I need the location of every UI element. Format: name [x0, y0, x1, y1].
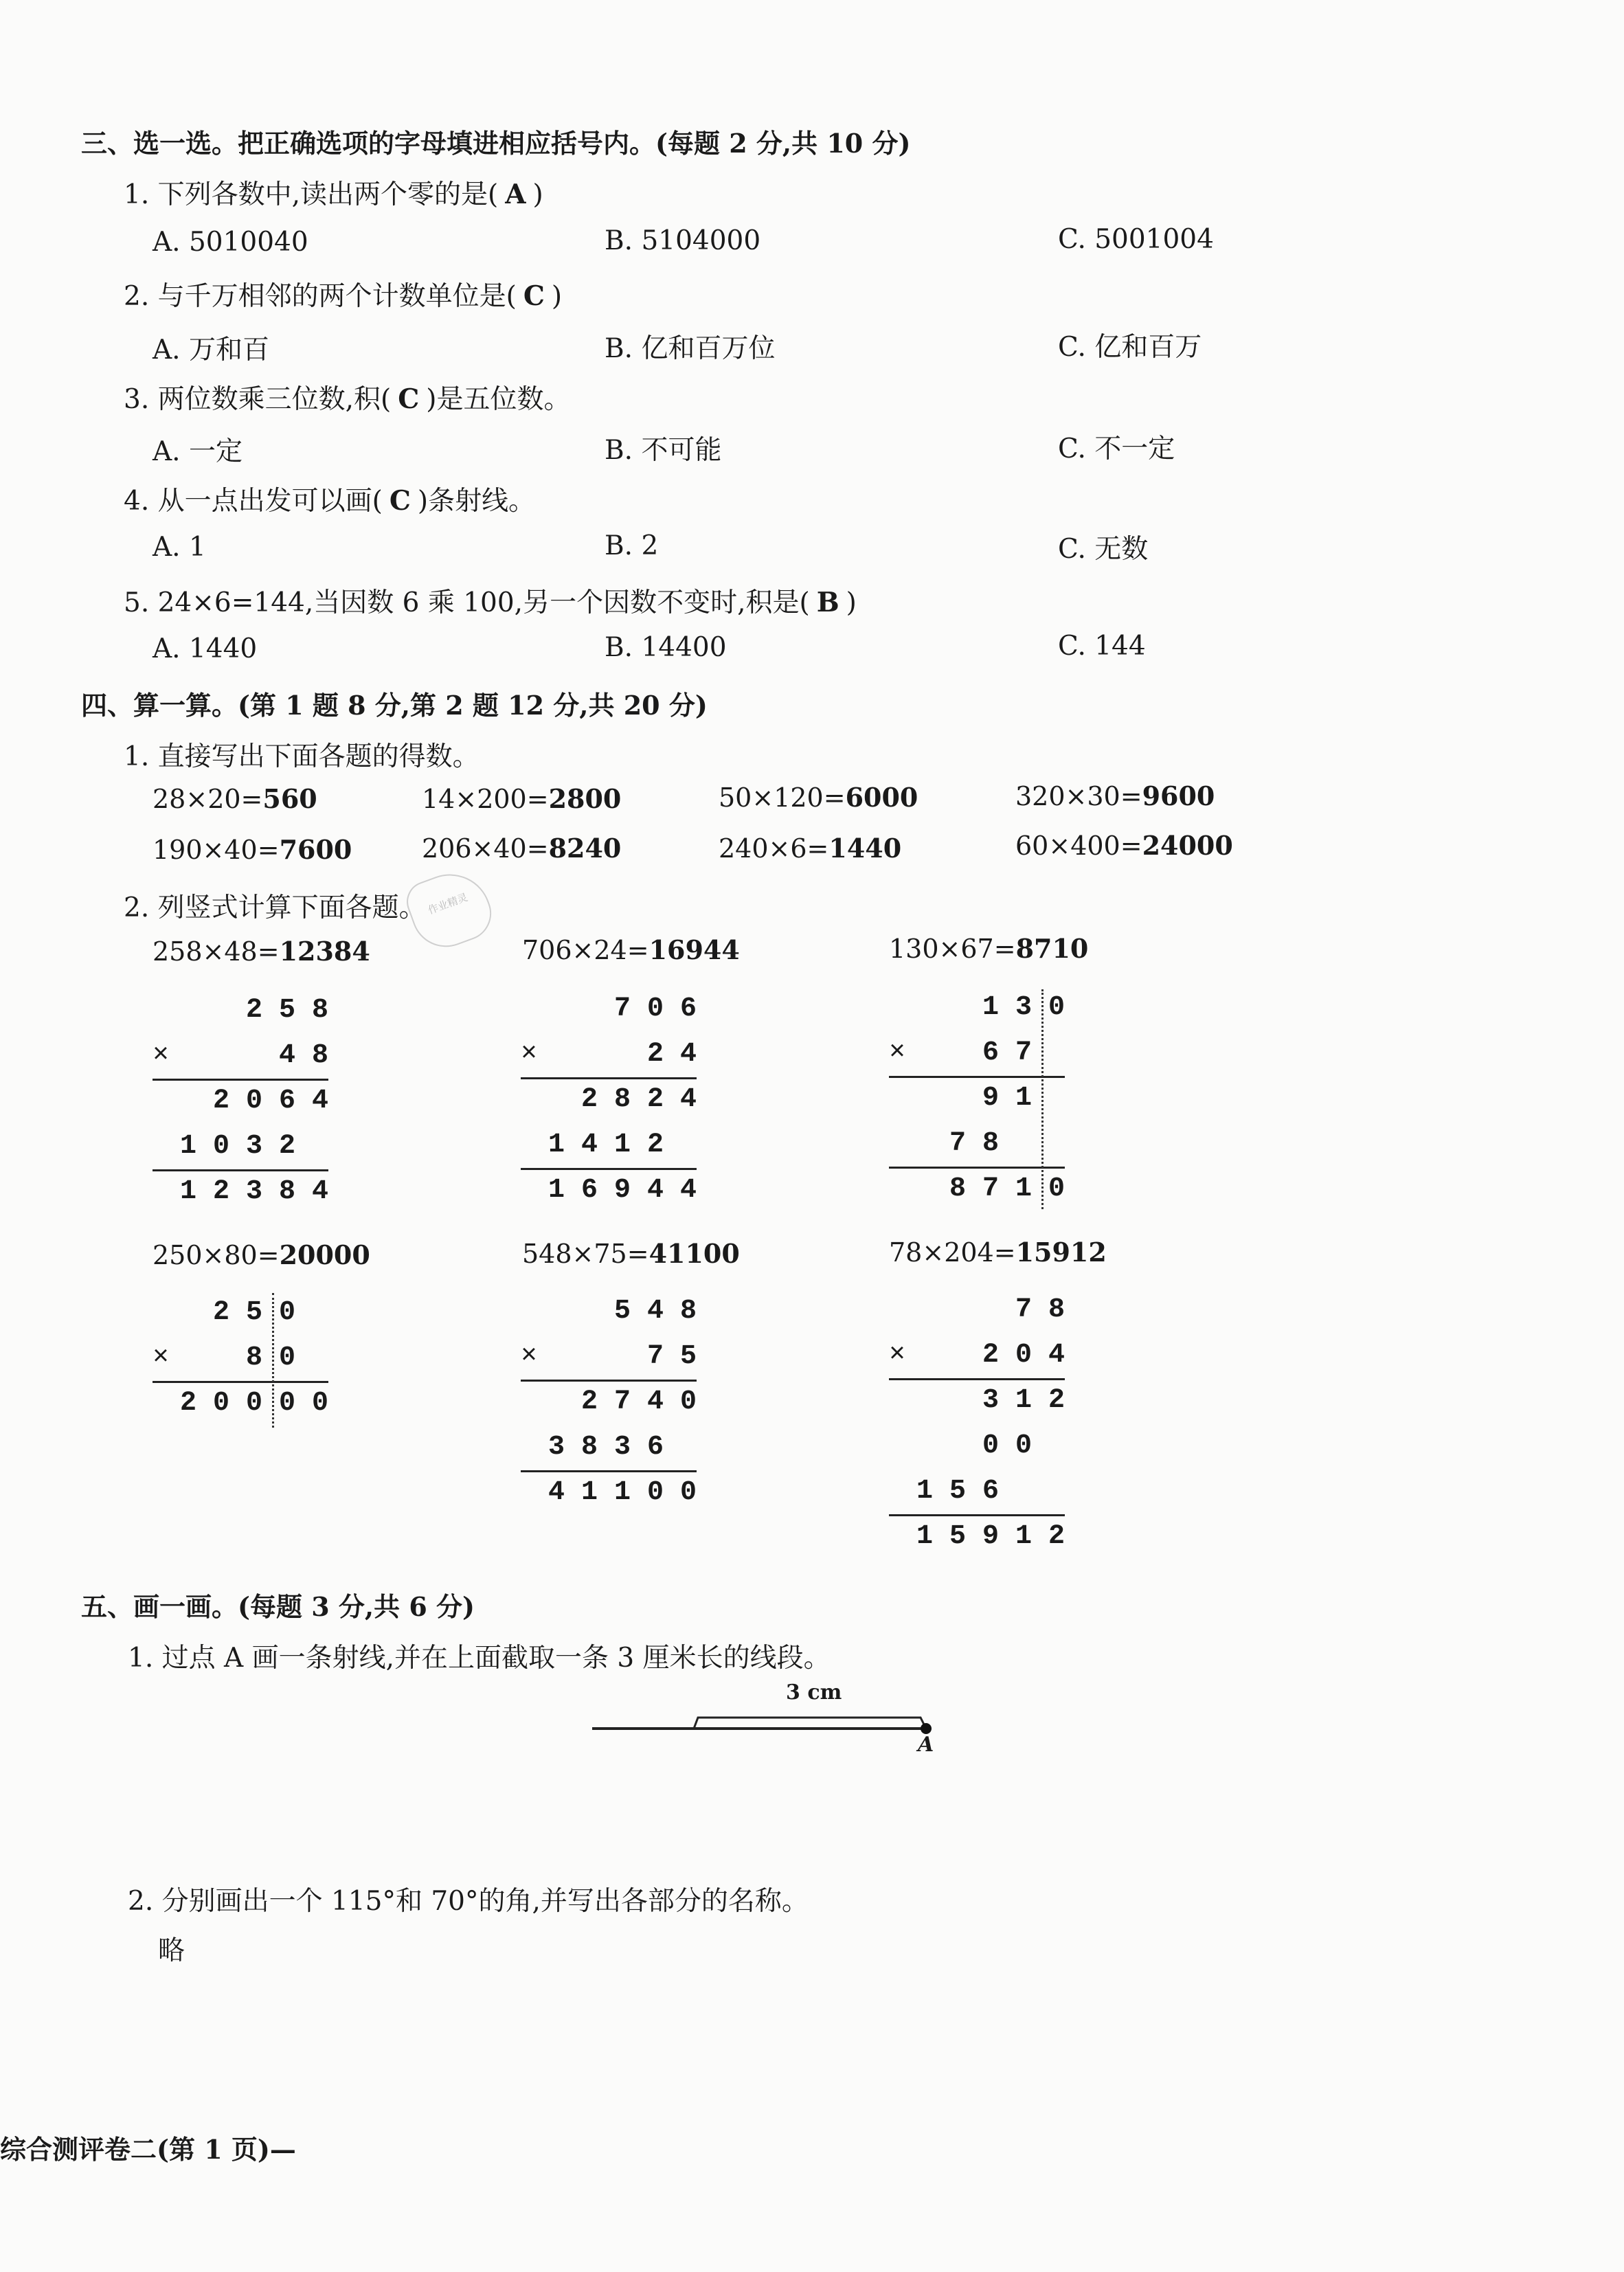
- vertical-row: 9 1: [982, 1083, 1033, 1114]
- vertical-row: 4 1 1 0 0: [548, 1477, 697, 1508]
- option: B. 5104000: [605, 225, 761, 256]
- section-4-title: 四、算一算。(第 1 题 8 分,第 2 题 12 分,共 20 分): [81, 690, 708, 721]
- times-sign: ×: [153, 1040, 170, 1071]
- option: C. 144: [1058, 631, 1146, 662]
- vertical-row: 7 8: [1015, 1294, 1065, 1325]
- oral-calc: 206×40=8240: [422, 833, 622, 864]
- question-3-4: 4. 从一点出发可以画( C )条射线。: [124, 485, 536, 517]
- vertical-row: 8: [246, 1342, 263, 1373]
- vertical-expression: 78×204=15912: [889, 1237, 1107, 1268]
- option: B. 14400: [605, 632, 727, 663]
- rule-line: [521, 1077, 697, 1079]
- vertical-row: 1 2 3 8 4: [180, 1176, 329, 1207]
- vertical-expression: 258×48=12384: [153, 936, 370, 967]
- vertical-row: 1 0 3 2: [180, 1131, 296, 1162]
- rule-line: [889, 1378, 1065, 1380]
- times-sign: ×: [889, 1340, 906, 1371]
- vertical-row: 2 7 4 0: [581, 1386, 697, 1417]
- rule-line: [889, 1167, 1065, 1169]
- vertical-row: 8 7 1: [949, 1173, 1033, 1204]
- vertical-row: 6 7: [982, 1037, 1033, 1068]
- vertical-row: 2 0 4: [982, 1340, 1065, 1371]
- vertical-row: 1 4 1 2: [548, 1129, 664, 1160]
- vertical-row: 0: [1048, 1173, 1065, 1204]
- times-sign: ×: [153, 1342, 170, 1373]
- oral-calc: 60×400=24000: [1015, 830, 1233, 861]
- vertical-row: 1 3: [982, 992, 1033, 1023]
- section-3-title: 三、选一选。把正确选项的字母填进相应括号内。(每题 2 分,共 10 分): [81, 128, 911, 159]
- vertical-row: 0: [279, 1342, 296, 1373]
- option: A. 一定: [153, 436, 243, 467]
- point-label: A: [918, 1733, 934, 1757]
- vertical-row: 3 1 2: [982, 1385, 1065, 1416]
- vertical-row: 5 4 8: [614, 1296, 697, 1327]
- question-3-5: 5. 24×6=144,当因数 6 乘 100,另一个因数不变时,积是( B ): [124, 587, 857, 618]
- vertical-row: 7 8: [949, 1128, 1000, 1159]
- option: A. 1440: [153, 633, 258, 664]
- rule-line: [153, 1079, 328, 1081]
- vertical-row: 0: [1048, 992, 1065, 1023]
- vertical-row: 0 0: [279, 1388, 329, 1419]
- question-5-1: 1. 过点 A 画一条射线,并在上面截取一条 3 厘米长的线段。: [128, 1643, 831, 1674]
- option: C. 无数: [1058, 534, 1149, 565]
- vertical-row: 0 0: [982, 1430, 1033, 1461]
- question-3-2: 2. 与千万相邻的两个计数单位是( C ): [124, 280, 563, 312]
- option: C. 5001004: [1058, 224, 1214, 255]
- watermark-stamp: 作业精灵: [401, 863, 499, 957]
- ray-diagram: [584, 1676, 955, 1766]
- vertical-row: 2 0 6 4: [213, 1086, 329, 1116]
- rule-line: [521, 1168, 697, 1170]
- question-4-2: 2. 列竖式计算下面各题。: [124, 892, 426, 923]
- option: A. 5010040: [153, 227, 308, 258]
- rule-line: [889, 1514, 1065, 1516]
- rule-line: [521, 1470, 697, 1472]
- question-3-3: 3. 两位数乘三位数,积( C )是五位数。: [124, 383, 571, 415]
- oral-calc: 28×20=560: [153, 783, 317, 814]
- dotted-guide: [272, 1293, 274, 1428]
- vertical-row: 4 8: [279, 1040, 329, 1071]
- vertical-row: 0: [279, 1297, 296, 1328]
- section-5-title: 五、画一画。(每题 3 分,共 6 分): [81, 1591, 475, 1622]
- dotted-guide: [1041, 989, 1044, 1209]
- rule-line: [153, 1169, 328, 1171]
- vertical-row: 2 4: [647, 1039, 697, 1070]
- vertical-row: 2 5: [213, 1297, 263, 1328]
- vertical-row: 1 6 9 4 4: [548, 1175, 697, 1206]
- question-5-2: 2. 分别画出一个 115°和 70°的角,并写出各部分的名称。: [128, 1886, 809, 1917]
- option: B. 2: [605, 530, 659, 561]
- oral-calc: 240×6=1440: [719, 833, 902, 864]
- times-sign: ×: [889, 1037, 906, 1068]
- oral-calc: 190×40=7600: [153, 834, 352, 865]
- oral-calc: 14×200=2800: [422, 783, 622, 814]
- option: B. 亿和百万位: [605, 333, 776, 364]
- measure-label: 3 cm: [786, 1680, 842, 1705]
- option: B. 不可能: [605, 435, 722, 466]
- vertical-row: 7 5: [647, 1341, 697, 1372]
- times-sign: ×: [521, 1341, 538, 1372]
- oral-calc: 320×30=9600: [1015, 780, 1215, 811]
- option: A. 万和百: [153, 335, 269, 365]
- answer-omitted: 略: [158, 1935, 185, 1966]
- vertical-expression: 130×67=8710: [889, 933, 1089, 964]
- rule-line: [521, 1380, 697, 1382]
- option: A. 1: [153, 532, 206, 563]
- vertical-row: 2 5 8: [246, 995, 329, 1026]
- vertical-expression: 706×24=16944: [522, 934, 740, 965]
- vertical-row: 1 5 9 1 2: [916, 1521, 1065, 1552]
- question-3-1: 1. 下列各数中,读出两个零的是( A ): [124, 179, 543, 210]
- oral-calc: 50×120=6000: [719, 782, 918, 813]
- rule-line: [889, 1076, 1065, 1078]
- option: C. 亿和百万: [1058, 332, 1202, 363]
- vertical-row: 2 0 0: [180, 1388, 263, 1419]
- vertical-expression: 250×80=20000: [153, 1239, 370, 1270]
- rule-line: [153, 1381, 328, 1383]
- vertical-row: 3 8 3 6: [548, 1432, 664, 1463]
- vertical-row: 7 0 6: [614, 993, 697, 1024]
- vertical-row: 2 8 2 4: [581, 1084, 697, 1115]
- vertical-expression: 548×75=41100: [522, 1238, 740, 1269]
- page-footer: 综合测评卷二(第 1 页)—: [0, 2134, 296, 2165]
- question-4-1: 1. 直接写出下面各题的得数。: [124, 741, 480, 772]
- vertical-row: 1 5 6: [916, 1476, 1000, 1507]
- times-sign: ×: [521, 1039, 538, 1070]
- measure-bracket: [694, 1718, 926, 1729]
- option: C. 不一定: [1058, 434, 1175, 464]
